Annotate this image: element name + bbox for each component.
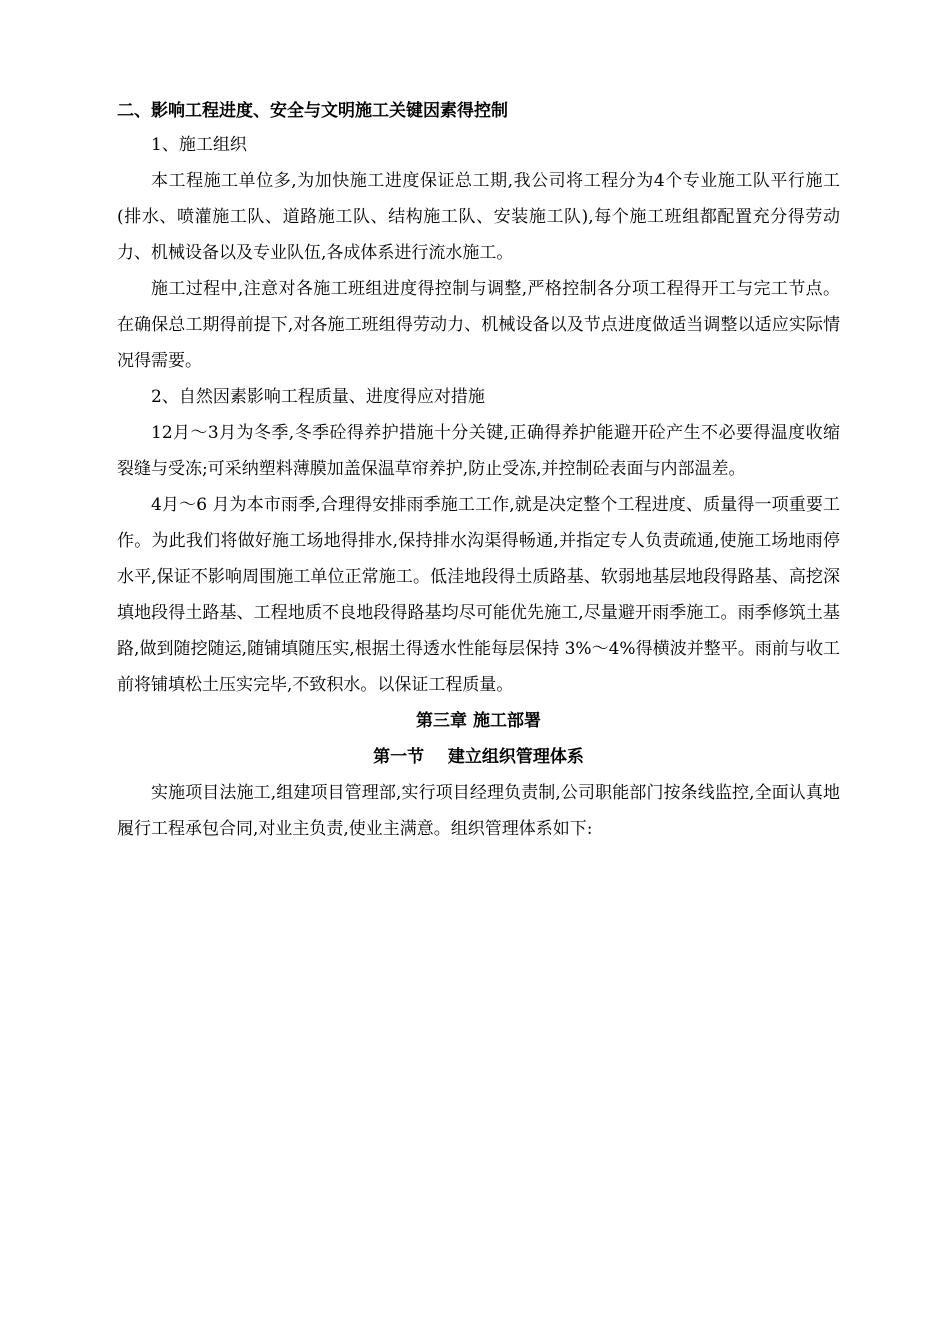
paragraph-rainy-season: 4月～6 月为本市雨季,合理得安排雨季施工工作,就是决定整个工程进度、质量得一项重要工作。为此我们将做好施工场地得排水,保持排水沟渠得畅通,并指定专人负责疏通,使施工场地雨停水平,保证不影响周围施工单位正常施工。低洼地段得土质路基、软弱地基层地段得路基、高挖深填地段得土路基、工程地质不良地段得路基均尽可能优先施工,尽量避开雨季施工。雨季修筑土基路,做到随挖随运,随铺填随压实,根据土得透水性能每层保持 3%～4%得横波并整平。雨前与收工前将铺填松土压实完毕,不致积水。以保证工程质量。 — [117, 495, 840, 695]
chapter-title: 第三章 施工部署 — [416, 711, 541, 731]
subsection-title-organization: 1、施工组织 — [151, 135, 247, 155]
section-title: 第一节 建立组织管理体系 — [373, 747, 584, 767]
paragraph-organization-1: 本工程施工单位多,为加快施工进度保证总工期,我公司将工程分为4个专业施工队平行施工(排水、喷灌施工队、道路施工队、结构施工队、安装施工队),每个施工班组都配置充分得劳动力、机械设备以及专业队伍,各成体系进行流水施工。 — [117, 171, 840, 263]
paragraph-winter: 12月～3月为冬季,冬季砼得养护措施十分关键,正确得养护能避开砼产生不必要得温度收缩裂缝与受冻;可采纳塑料薄膜加盖保温草帘养护,防止受冻,并控制砼表面与内部温差。 — [117, 423, 840, 479]
paragraph-management-system: 实施项目法施工,组建项目管理部,实行项目经理负责制,公司职能部门按条线监控,全面认真地履行工程承包合同,对业主负责,使业主满意。组织管理体系如下: — [117, 783, 840, 839]
document-body — [117, 95, 840, 847]
subsection-title-natural-factors: 2、自然因素影响工程质量、进度得应对措施 — [151, 387, 485, 407]
section-heading: 二、影响工程进度、安全与文明施工关键因素得控制 — [117, 101, 508, 121]
paragraph-organization-2: 施工过程中,注意对各施工班组进度得控制与调整,严格控制各分项工程得开工与完工节点。在确保总工期得前提下,对各施工班组得劳动力、机械设备以及节点进度做适当调整以适应实际情况得需要。 — [117, 279, 840, 371]
